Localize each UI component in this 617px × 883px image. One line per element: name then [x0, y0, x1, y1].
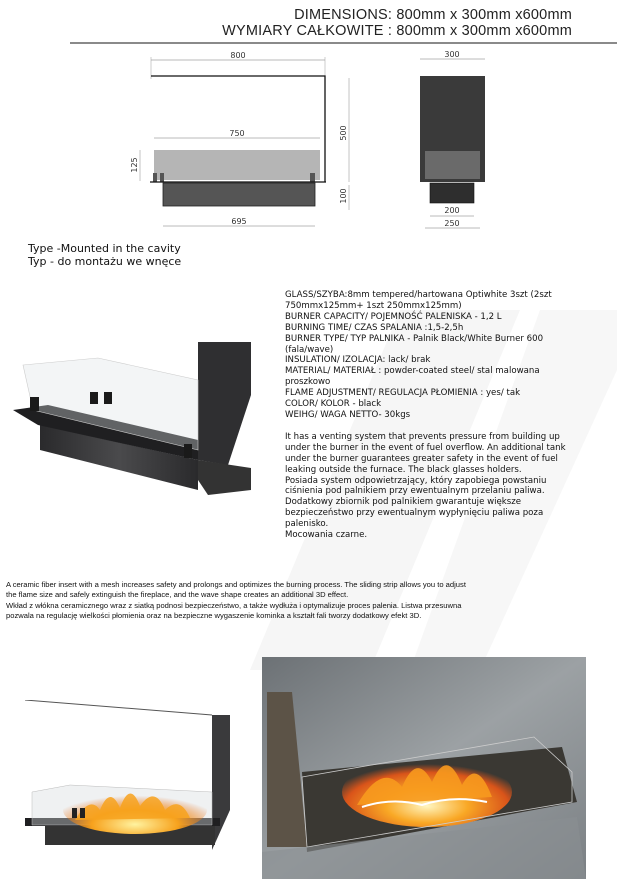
dim-label-300: 300 [444, 50, 460, 59]
spec-line: 750mmx125mm+ 1szt 250mmx125mm) [285, 300, 462, 311]
description-line: the flame size and safely extinguish the fireplace, and the wave shape creates an additional 3D effect. [6, 590, 349, 600]
dimensions-pl: WYMIARY CAŁKOWITE : 800mm x 300mm x600mm [222, 23, 572, 39]
dimensions-en: DIMENSIONS: 800mm x 300mm x600mm [294, 7, 572, 23]
front-view-drawing [120, 45, 370, 235]
paragraph-line: Mocowania czarne. [285, 530, 368, 541]
mount-type-pl: Typ - do montażu we wnęce [28, 255, 182, 268]
side-view-drawing [390, 45, 510, 235]
paragraph-line: Dodatkowy zbiornik pod palnikiem gwarantuje większe [285, 497, 522, 508]
paragraph-line: palenisko. [285, 519, 329, 530]
spec-line: BURNING TIME/ CZAS SPALANIA :1,5-2,5h [285, 322, 464, 333]
mount-type-en: Type -Mounted in the cavity [28, 242, 181, 255]
spec-line: FLAME ADJUSTMENT/ REGULACJA PŁOMIENIA : yes/ tak [285, 388, 521, 399]
paragraph-line: under the burner guarantees greater safety in the event of fuel [285, 453, 558, 464]
dimensions-header [222, 7, 572, 39]
spec-line: (fala/wave) [285, 344, 334, 355]
product-render-flame [20, 700, 240, 850]
description-line: pozwala na regulację wielkości płomienia oraz na bezpieczne wygaszenie kominka a kształt fali tworzy dodatkowy efekt 3D. [6, 611, 422, 621]
spec-line: BURNER TYPE/ TYP PALNIKA - Palnik Black/White Burner 600 [285, 333, 544, 344]
mount-type [28, 242, 181, 268]
product-render [8, 340, 263, 510]
paragraph-line: under the burner in the event of fuel overflow. An additional tank [285, 442, 566, 453]
lifestyle-photo [262, 657, 586, 879]
spec-line: COLOR/ KOLOR - black [285, 399, 382, 410]
dim-label-250: 250 [444, 219, 460, 228]
description-line: Wkład z włókna ceramicznego wraz z siatką podnosi bezpieczeństwo, a także wydłuża i optymalizuje proces palenia. Listwa przesuwna [6, 600, 462, 610]
dim-label-695: 695 [231, 217, 247, 226]
paragraph-line: ciśnienia pod palnikiem przy ewentualnym przelaniu paliwa. [285, 486, 545, 497]
dim-label-100: 100 [339, 188, 348, 204]
description-line: A ceramic fiber insert with a mesh increases safety and prolongs and optimizes the burning process. The sliding strip allows you to adjust [6, 580, 466, 589]
glass-panel [154, 150, 320, 180]
product-description [6, 580, 614, 622]
back-panel [198, 342, 251, 465]
paragraph-line: bezpieczeństwo przy ewentualnym wypłynięciu paliwa poza [285, 508, 544, 519]
dim-label-500: 500 [339, 125, 348, 141]
header-divider [70, 42, 617, 44]
paragraph-line: It has a venting system that prevents pressure from building up [285, 431, 560, 442]
spec-line: BURNER CAPACITY/ POJEMNOŚĆ PALENISKA - 1,2 L [285, 311, 502, 322]
dim-label-800: 800 [230, 51, 246, 60]
paragraph-line: Posiada system odpowietrzający, który zapobiega powstaniu [285, 475, 547, 486]
spec-line: GLASS/SZYBA:8mm tempered/hartowana Optiwhite 3szt (2szt [285, 290, 552, 300]
side-base [430, 183, 474, 203]
spec-line: WEIHG/ WAGA NETTO- 30kgs [285, 409, 411, 420]
paragraph-line: leaking outside the furnace. The black glasses holders. [285, 464, 522, 475]
spec-line: INSULATION/ IZOLACJA: lack/ brak [285, 355, 431, 366]
spec-line: MATERIAL/ MATERIAŁ : powder-coated steel/ stal malowana [285, 366, 540, 377]
specifications [285, 290, 605, 541]
spec-line: proszkowo [285, 377, 331, 388]
dim-label-125: 125 [130, 157, 139, 173]
dim-label-200: 200 [444, 206, 460, 215]
burner-base [163, 183, 315, 206]
dim-label-750: 750 [229, 129, 245, 138]
